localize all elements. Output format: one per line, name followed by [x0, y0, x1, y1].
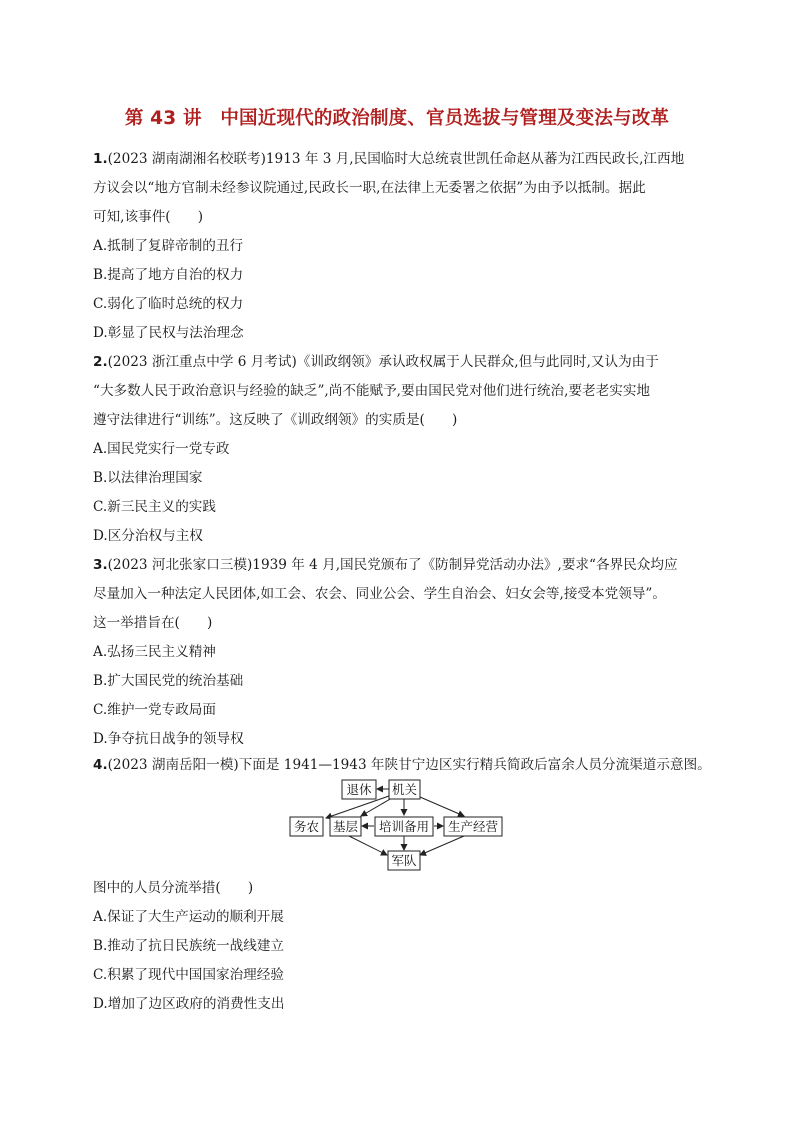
svg-text:务农: 务农: [293, 819, 320, 834]
question-3-line-3: 这一举措旨在( ): [93, 615, 213, 631]
arrow-organ-to-production: [420, 797, 464, 816]
question-4-line-1: 4.(2023 湖南岳阳一模)下面是 1941—1943 年陕甘宁边区实行精兵简政后富余人员分流渠道示意图。: [93, 757, 711, 773]
question-3-number: 3.: [93, 557, 108, 573]
question-2-line-2: “大多数人民于政治意识与经验的缺乏”,尚不能赋予,要由国民党对他们进行统治,要老老实实地: [93, 383, 651, 399]
arrow-production-to-army: [420, 836, 464, 855]
question-4-option-a[interactable]: A.保证了大生产运动的顺利开展: [93, 909, 284, 925]
question-1-number: 1.: [93, 151, 108, 167]
organ-box: [389, 780, 420, 799]
svg-text:培训备用: 培训备用: [378, 819, 430, 834]
question-1-option-d[interactable]: D.彰显了民权与法治理念: [93, 325, 244, 341]
question-3-option-c[interactable]: C.维护一党专政局面: [93, 702, 216, 718]
svg-text:军队: 军队: [391, 853, 417, 868]
arrow-grassroots-to-army: [349, 836, 387, 855]
farming-box: [290, 817, 323, 836]
page-title: 第 43 讲 中国近现代的政治制度、官员选拔与管理及变法与改革: [124, 108, 670, 129]
question-2-option-c[interactable]: C.新三民主义的实践: [93, 499, 216, 515]
question-1-line-1: 1.(2023 湖南湖湘名校联考)1913 年 3 月,民国临时大总统袁世凯任命赵从蕃为江西民政长,江西地: [93, 151, 685, 167]
production-box: [444, 817, 502, 836]
question-2-option-a[interactable]: A.国民党实行一党专政: [93, 441, 230, 457]
question-3-option-d[interactable]: D.争夺抗日战争的领导权: [93, 731, 244, 747]
svg-text:机关: 机关: [391, 782, 418, 797]
question-4-number: 4.: [93, 757, 108, 773]
question-4-prompt: 图中的人员分流举措( ): [93, 880, 254, 896]
question-3-line-1: 3.(2023 河北张家口三模)1939 年 4 月,国民党颁布了《防制异党活动办法》,要求“各界民众均应: [93, 557, 678, 573]
question-2-line-1: 2.(2023 浙江重点中学 6 月考试)《训政纲领》承认政权属于人民群众,但与此同时,又认为由于: [93, 354, 659, 370]
question-1-option-b[interactable]: B.提高了地方自治的权力: [93, 267, 244, 283]
question-4-option-d[interactable]: D.增加了边区政府的消费性支出: [93, 996, 285, 1012]
grassroots-box: [330, 817, 361, 836]
svg-text:退休: 退休: [346, 782, 372, 797]
svg-text:基层: 基层: [332, 819, 359, 834]
question-4-option-c[interactable]: C.积累了现代中国国家治理经验: [93, 967, 284, 983]
question-1-line-2: 方议会以“地方官制未经参议院通过,民政长一职,在法律上无委署之依据”为由予以抵制。据此: [93, 180, 646, 196]
retire-box: [342, 780, 376, 799]
question-2-option-b[interactable]: B.以法律治理国家: [93, 470, 203, 486]
question-3-option-a[interactable]: A.弘扬三民主义精神: [93, 644, 216, 660]
question-4-option-b[interactable]: B.推动了抗日民族统一战线建立: [93, 938, 285, 954]
question-3-line-2: 尽量加入一种法定人民团体,如工会、农会、同业公会、学生自治会、妇女会等,接受本党领导”。: [93, 586, 666, 602]
question-1-option-a[interactable]: A.抵制了复辟帝制的丑行: [93, 238, 244, 254]
question-2-line-3: 遵守法律进行“训练”。这反映了《训政纲领》的实质是( ): [93, 412, 458, 428]
question-2-option-d[interactable]: D.区分治权与主权: [93, 528, 203, 544]
svg-text:生产经营: 生产经营: [447, 819, 499, 834]
army-box: [388, 851, 420, 870]
question-3-option-b[interactable]: B.扩大国民党的统治基础: [93, 673, 244, 689]
question-1-line-3: 可知,该事件( ): [93, 209, 204, 225]
question-2-number: 2.: [93, 354, 108, 370]
question-1-option-c[interactable]: C.弱化了临时总统的权力: [93, 296, 244, 312]
training-box: [375, 817, 433, 836]
